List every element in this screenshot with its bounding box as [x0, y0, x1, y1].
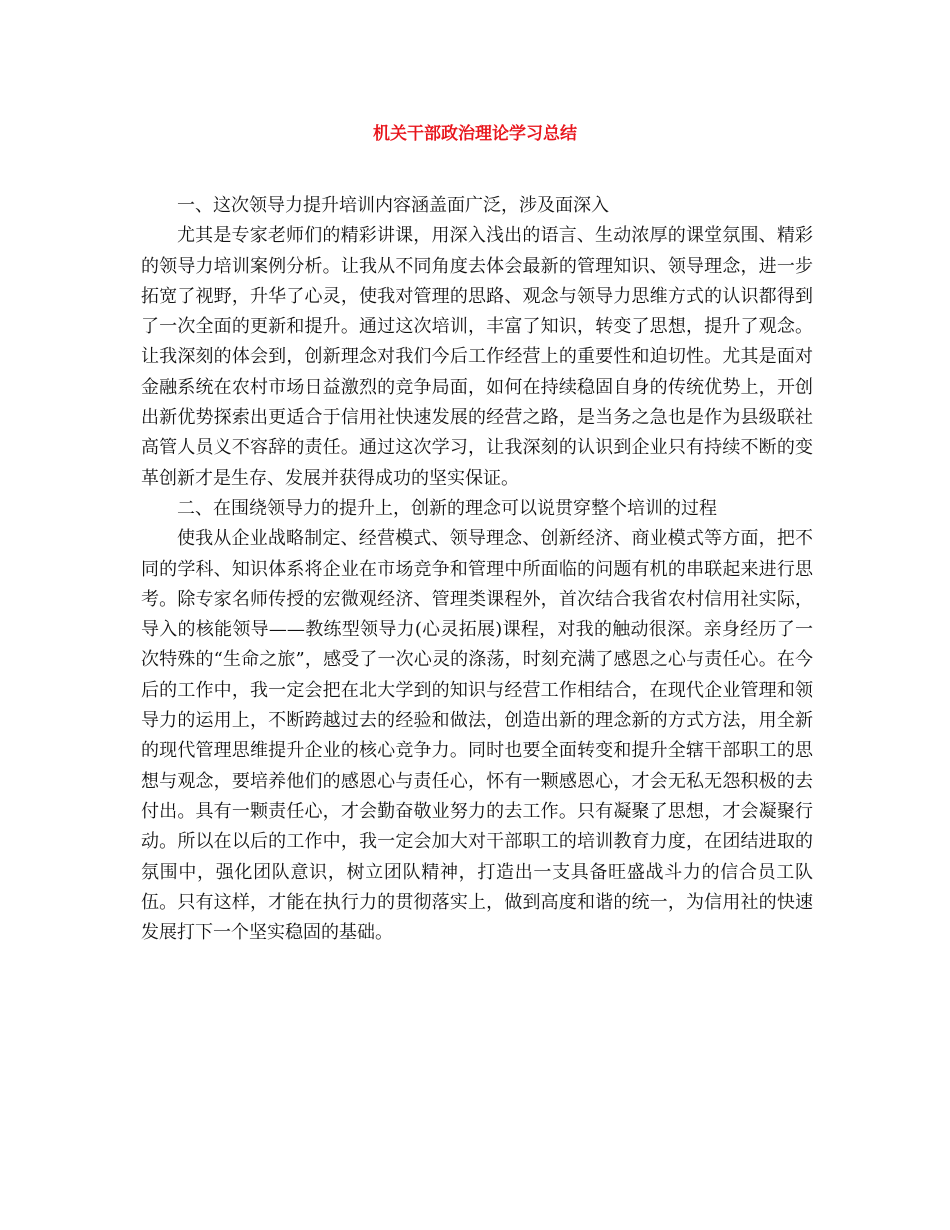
document-title: 机关干部政治理论学习总结 — [373, 124, 577, 144]
paragraph-2: 使我从企业战略制定、经营模式、领导理念、创新经济、商业模式等方面，把不同的学科、知识体系将企业在市场竞争和管理中所面临的问题有机的串联起来进行思考。除专家名师传授的宏微观经济、管理类课程外，首次结合我省农村信用社实际，导入的核能领导——教练型领导力(心灵拓展)课程，对我的触动很深。亲身经历了一次特殊的“生命之旅”，感受了一次心灵的涤荡，时刻充满了感恩之心与责任心。在今后的工作中，我一定会把在北大学到的知识与经营工作相结合，在现代企业管理和领导力的运用上，不断跨越过去的经验和做法，创造出新的理念新的方式方法，用全新的现代管理思维提升企业的核心竞争力。同时也要全面转变和提升全辖干部职工的思想与观念，要培养他们的感恩心与责任心，怀有一颗感恩心，才会无私无怨积极的去付出。具有一颗责任心，才会勤奋敬业努力的去工作。只有凝聚了思想，才会凝聚行动。所以在以后的工作中，我一定会加大对干部职工的培训教育力度，在团结进取的氛围中，强化团队意识，树立团队精神，打造出一支具备旺盛战斗力的信合员工队伍。只有这样，才能在执行力的贯彻落实上，做到高度和谐的统一，为信用社的快速发展打下一个坚实稳固的基础。 — [141, 528, 813, 944]
paragraph-1: 尤其是专家老师们的精彩讲课，用深入浅出的语言、生动浓厚的课堂氛围、精彩的领导力培训案例分析。让我从不同角度去体会最新的管理知识、领导理念，进一步拓宽了视野，升华了心灵，使我对管理的思路、观念与领导力思维方式的认识都得到了一次全面的更新和提升。通过这次培训，丰富了知识，转变了思想，提升了观念。让我深刻的体会到，创新理念对我们今后工作经营上的重要性和迫切性。尤其是面对金融系统在农村市场日益激烈的竞争局面，如何在持续稳固自身的传统优势上，开创出新优势探索出更适合于信用社快速发展的经营之路，是当务之急也是作为县级联社高管人员义不容辞的责任。通过这次学习，让我深刻的认识到企业只有持续不断的变革创新才是生存、发展并获得成功的坚实保证。 — [141, 225, 813, 489]
section-heading-2: 二、在围绕领导力的提升上，创新的理念可以说贯穿整个培训的过程 — [177, 497, 717, 519]
section-heading-1: 一、这次领导力提升培训内容涵盖面广泛，涉及面深入 — [177, 195, 609, 216]
document-body — [141, 191, 813, 948]
